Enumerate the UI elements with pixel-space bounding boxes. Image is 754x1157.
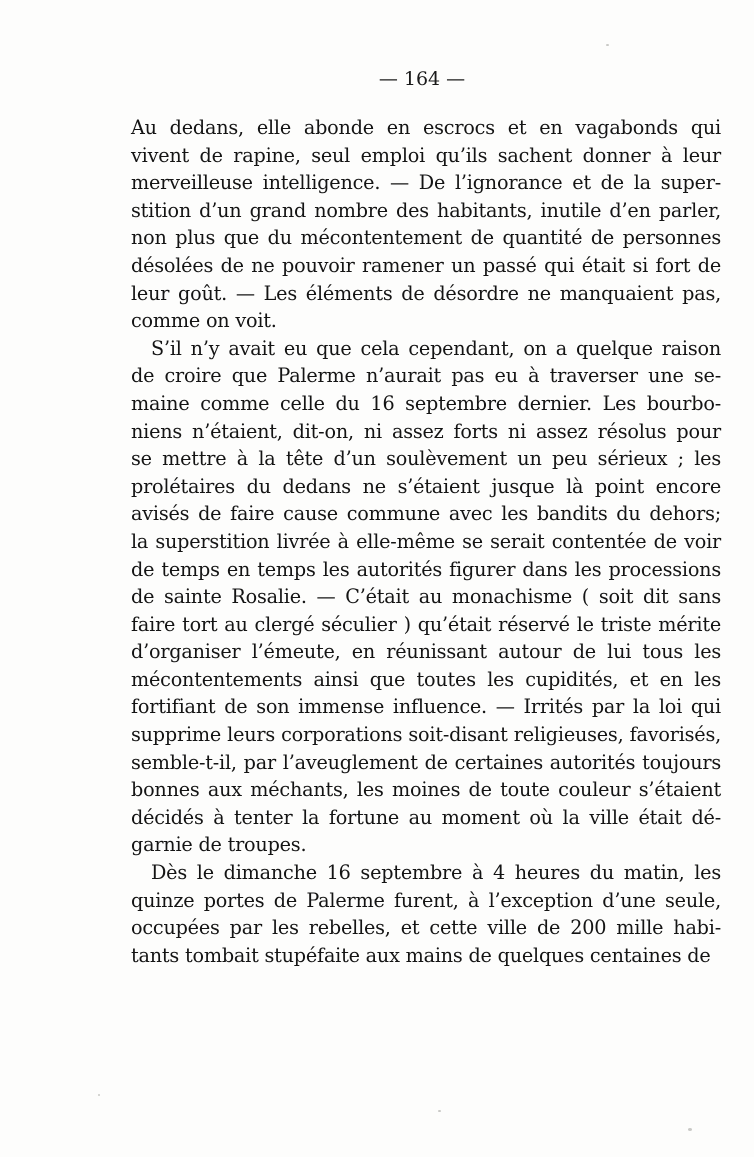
text-line: mécontentements ainsi que toutes les cupidités, et en les (131, 667, 721, 691)
text-line: non plus que du mécontentement de quantité de personnes (131, 226, 721, 250)
text-line: de croire que Palerme n’aurait pas eu à traverser une se- (131, 364, 721, 388)
text-line: d’organiser l’émeute, en réunissant autour de lui tous les (131, 640, 721, 664)
paper-speck (98, 1094, 100, 1096)
paper-speck (606, 44, 609, 46)
page-number: — 164 — (378, 68, 466, 90)
body-text (131, 114, 721, 969)
text-line: vivent de rapine, seul emploi qu’ils sachent donner à leur (131, 143, 721, 167)
text-line: fortifiant de son immense influence. — Irrités par la loi qui (131, 695, 721, 719)
text-line: désolées de ne pouvoir ramener un passé qui était si fort de (131, 253, 721, 277)
text-line: semble-t-il, par l’aveuglement de certaines autorités toujours (131, 750, 721, 774)
text-line: la superstition livrée à elle-même se serait contentée de voir (131, 529, 721, 553)
text-line: se mettre à la tête d’un soulèvement un peu sérieux ; les (131, 447, 721, 471)
text-line: niens n’étaient, dit-on, ni assez forts ni assez résolus pour (131, 419, 721, 443)
paper-speck (688, 1128, 692, 1131)
text-line: décidés à tenter la fortune au moment où la ville était dé- (131, 805, 721, 829)
text-line: tants tombait stupéfaite aux mains de quelques centaines de (131, 943, 711, 967)
text-line: bonnes aux méchants, les moines de toute couleur s’étaient (131, 778, 721, 802)
paper-speck (438, 1110, 441, 1112)
text-line: avisés de faire cause commune avec les bandits du dehors; (131, 502, 721, 526)
text-line: leur goût. — Les éléments de désordre ne manquaient pas, (131, 281, 721, 305)
text-line: occupées par les rebelles, et cette ville de 200 mille habi- (131, 916, 721, 940)
text-line: Au dedans, elle abonde en escrocs et en vagabonds qui (131, 116, 721, 139)
text-line: faire tort au clergé séculier ) qu’était réservé le triste mérite (131, 612, 721, 636)
text-line: S’il n’y avait eu que cela cependant, on a quelque raison (151, 336, 721, 360)
text-line: Dès le dimanche 16 septembre à 4 heures du matin, les (151, 861, 721, 885)
text-line: de temps en temps les autorités figurer dans les processions (131, 557, 721, 581)
text-line: stition d’un grand nombre des habitants, inutile d’en parler, (131, 198, 721, 222)
text-line: comme on voit. (131, 309, 277, 333)
text-line: quinze portes de Palerme furent, à l’exception d’une seule, (131, 888, 721, 912)
text-line: merveilleuse intelligence. — De l’ignorance et de la super- (131, 171, 721, 195)
text-line: supprime leurs corporations soit-disant religieuses, favorisés, (131, 723, 721, 747)
text-line: garnie de troupes. (131, 833, 307, 857)
text-line: maine comme celle du 16 septembre dernier. Les bourbo- (131, 391, 721, 415)
text-line: de sainte Rosalie. — C’était au monachisme ( soit dit sans (131, 585, 721, 609)
text-line: prolétaires du dedans ne s’étaient jusque là point encore (131, 474, 721, 498)
